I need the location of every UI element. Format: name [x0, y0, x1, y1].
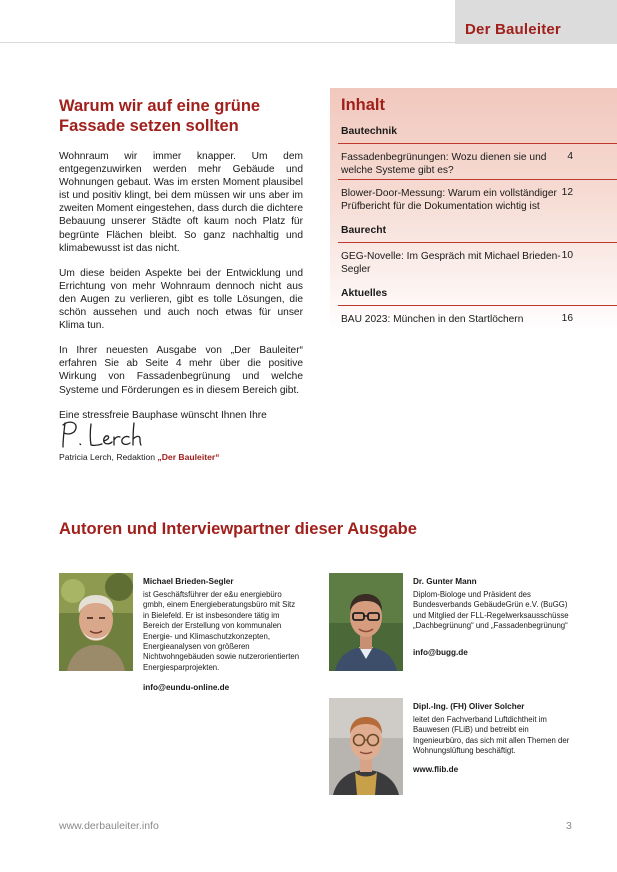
- toc-title: Inhalt: [341, 96, 385, 114]
- editorial-title: Warum wir auf eine grüne Fassade setzen sollten: [59, 97, 261, 135]
- toc-page-number: 12: [561, 187, 573, 198]
- toc-page-number: 4: [567, 151, 573, 162]
- author-contact[interactable]: info@eundu-online.de: [143, 683, 230, 692]
- toc-divider: [338, 305, 617, 306]
- author-photo-solcher: [329, 698, 403, 795]
- caption-brand: „Der Bauleiter“: [157, 452, 220, 462]
- editorial-paragraph: Wohnraum wir immer knapper. Um dem entgegenzuwirken werden mehr Gebäude und Wohnungen gebaut. Was im ersten Moment plausibel ist und positiv klingt, bei dem müssen wir uns aber im zweiten Moment eingestehen, dass durch die dichtere Bebauung unserer Städte oft kaum noch Platz für begrünte Flächen bleibt. So ganz nachhaltig und klimabewusst ist das nicht.: [59, 151, 303, 254]
- authors-title: Autoren und Interviewpartner dieser Ausgabe: [59, 520, 417, 538]
- toc-entry[interactable]: Blower-Door-Messung: Warum ein vollständiger Prüfbericht für die Dokumentation wichtig ist: [341, 188, 557, 213]
- author-name: Dr. Gunter Mann: [413, 577, 477, 586]
- author-contact[interactable]: info@bugg.de: [413, 648, 468, 657]
- editorial-paragraph: In Ihrer neuesten Ausgabe von „Der Bauleiter“ erfahren Sie ab Seite 4 mehr über die positive Wirkung von Fassadenbegrünung und welche Systeme und Förderungen es in diesem Bereich gibt.: [59, 345, 303, 396]
- toc-section-heading: Baurecht: [341, 225, 387, 236]
- header-rule: [0, 42, 455, 43]
- author-contact[interactable]: www.flib.de: [413, 765, 459, 774]
- toc-page-number: 16: [561, 313, 573, 324]
- toc-entry[interactable]: BAU 2023: München in den Startlöchern: [341, 314, 524, 325]
- header-tab: [455, 0, 617, 44]
- toc-divider: [338, 179, 617, 180]
- toc-entry[interactable]: GEG-Novelle: Im Gespräch mit Michael Brieden-Segler: [341, 251, 561, 276]
- toc-divider: [338, 143, 617, 144]
- toc-section-heading: Bautechnik: [341, 126, 398, 137]
- toc-section-heading: Aktuelles: [341, 288, 388, 299]
- toc-entry[interactable]: Fassadenbegrünungen: Wozu dienen sie und welche Systeme gibt es?: [341, 152, 547, 177]
- author-name: Dipl.-Ing. (FH) Oliver Solcher: [413, 702, 525, 711]
- author-bio: ist Geschäftsführer der e&u energiebüro gmbh, einem Energieberatungsbüro mit Sitz in Bielefeld. Er ist insbesondere tätig im Bereich der Erstellung von kommunalen Energie- und Klimaschutzkonzepten, Energieanalysen von größeren Nichtwohngebäuden sowie nutzerorientierten Energiesparprojekten.: [143, 590, 300, 672]
- magazine-name: Der Bauleiter: [465, 21, 561, 38]
- toc-divider: [338, 242, 617, 243]
- author-bio: Diplom-Biologe und Präsident des Bundesverbands GebäudeGrün e.V. (BuGG) und Mitglied der FLL-Regelwerksausschüsse „Dachbegrünung“ und „Fassadenbegrünung“: [413, 590, 569, 631]
- author-name: Michael Brieden-Segler: [143, 577, 234, 586]
- handwritten-signature: [57, 417, 147, 451]
- author-bio: leitet den Fachverband Luftdichtheit im Bauwesen (FLiB) und betreibt ein Ingenieurbüro, das sich mit allen Themen der Wohnungslüftung beschäftigt.: [413, 715, 570, 756]
- toc-page-number: 10: [561, 250, 573, 261]
- author-photo-brieden-segler: [59, 573, 133, 671]
- footer-url[interactable]: www.derbauleiter.info: [59, 820, 159, 832]
- author-photo-mann: [329, 573, 403, 671]
- editorial-closing: Eine stressfreie Bauphase wünscht Ihnen Ihre: [59, 409, 267, 421]
- editorial-body: [59, 150, 303, 434]
- editorial-paragraph: Um diese beiden Aspekte bei der Entwicklung und Errichtung von mehr Wohnraum dennoch nicht aus den Augen zu verlieren, gibt es tolle Lösungen, die schön aussehen und auch noch etwas für unser Klima tun.: [59, 267, 303, 332]
- page-number: 3: [566, 820, 572, 832]
- signature-caption: Patricia Lerch, Redaktion „Der Bauleiter“: [59, 452, 220, 462]
